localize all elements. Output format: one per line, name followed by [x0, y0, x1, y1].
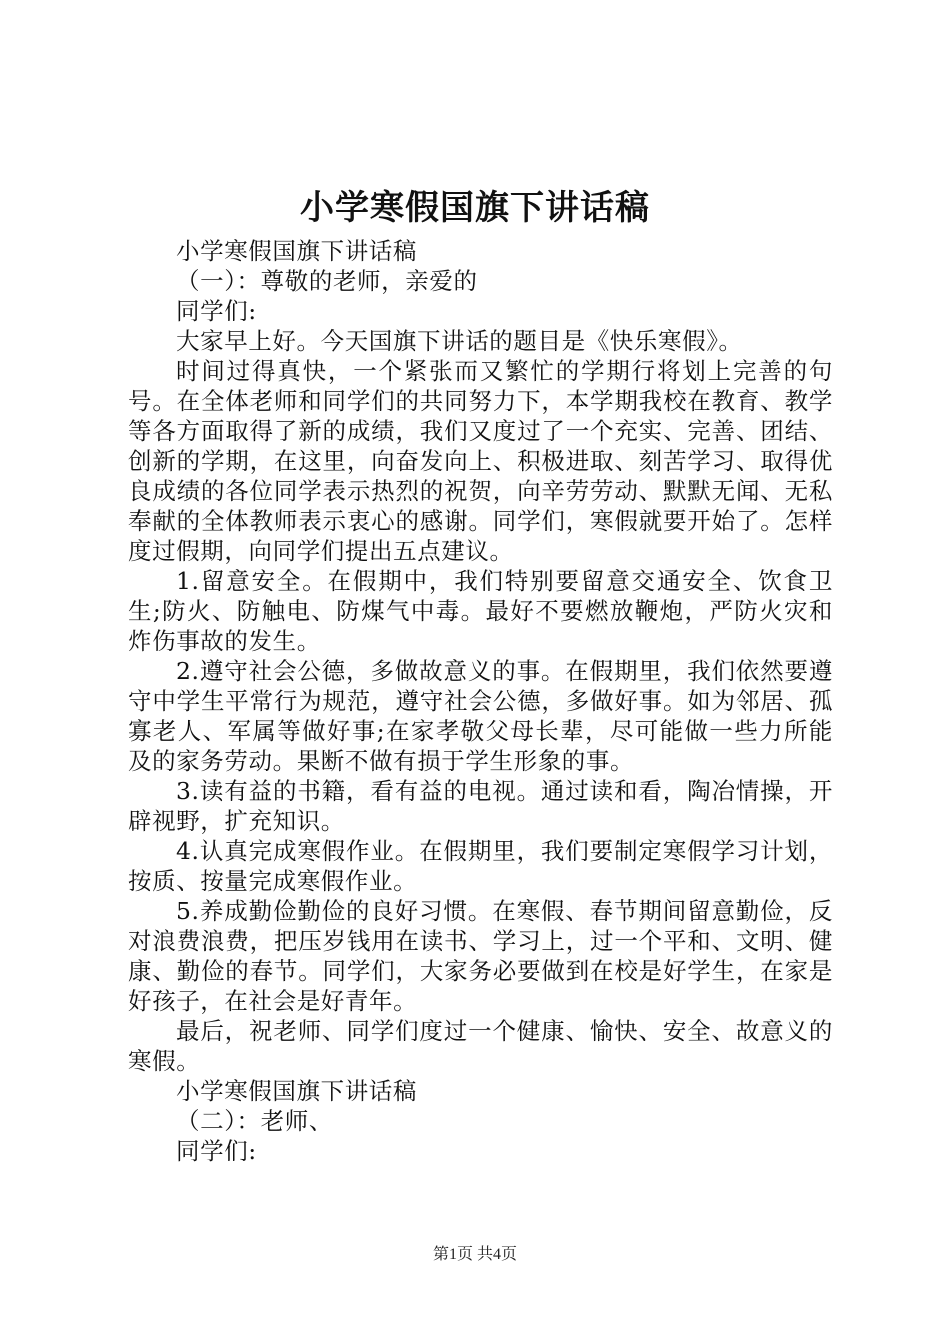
paragraph: 时间过得真快，一个紧张而又繁忙的学期行将划上完善的句号。在全体老师和同学们的共同努力下，本学期我校在教育、教学等各方面取得了新的成绩，我们又度过了一个充实、完善、团结、创新的学期，在这里，向奋发向上、积极进取、刻苦学习、取得优良成绩的各位同学表示热烈的祝贺，向辛劳劳动、默默无闻、无私奉献的全体教师表示衷心的感谢。同学们，寒假就要开始了。怎样度过假期，向同学们提出五点建议。 [128, 357, 833, 565]
page-footer: 第1页 共4页 [432, 1246, 517, 1263]
paragraph: 同学们: [176, 297, 257, 325]
document-body [128, 236, 833, 1166]
paragraph: 小学寒假国旗下讲话稿 [176, 1077, 417, 1105]
paragraph: 5.养成勤俭勤俭的良好习惯。在寒假、春节期间留意勤俭，反对浪费浪费，把压岁钱用在读书、学习上，过一个平和、文明、健康、勤俭的春节。同学们，大家务必要做到在校是好学生，在家是好孩子，在社会是好青年。 [128, 897, 833, 1015]
paragraph: （二）：老师、 [176, 1107, 333, 1135]
paragraph: 3.读有益的书籍，看有益的电视。通过读和看，陶冶情操，开辟视野，扩充知识。 [128, 777, 833, 835]
paragraph: 同学们: [176, 1137, 257, 1165]
paragraph: 1.留意安全。在假期中，我们特别要留意交通安全、饮食卫生;防火、防触电、防煤气中毒。最好不要燃放鞭炮，严防火灾和炸伤事故的发生。 [128, 567, 833, 655]
paragraph: 小学寒假国旗下讲话稿 [176, 237, 417, 265]
paragraph: 4.认真完成寒假作业。在假期里，我们要制定寒假学习计划，按质、按量完成寒假作业。 [128, 837, 833, 895]
paragraph: 2.遵守社会公德，多做故意义的事。在假期里，我们依然要遵守中学生平常行为规范，遵守社会公德，多做好事。如为邻居、孤寡老人、军属等做好事;在家孝敬父母长辈，尽可能做一些力所能及的家务劳动。果断不做有损于学生形象的事。 [128, 657, 833, 775]
document-title: 小学寒假国旗下讲话稿 [300, 188, 650, 228]
paragraph: （一）：尊敬的老师，亲爱的 [176, 267, 478, 295]
paragraph: 大家早上好。今天国旗下讲话的题目是《快乐寒假》。 [176, 327, 743, 355]
paragraph: 最后，祝老师、同学们度过一个健康、愉快、安全、故意义的寒假。 [128, 1017, 833, 1075]
